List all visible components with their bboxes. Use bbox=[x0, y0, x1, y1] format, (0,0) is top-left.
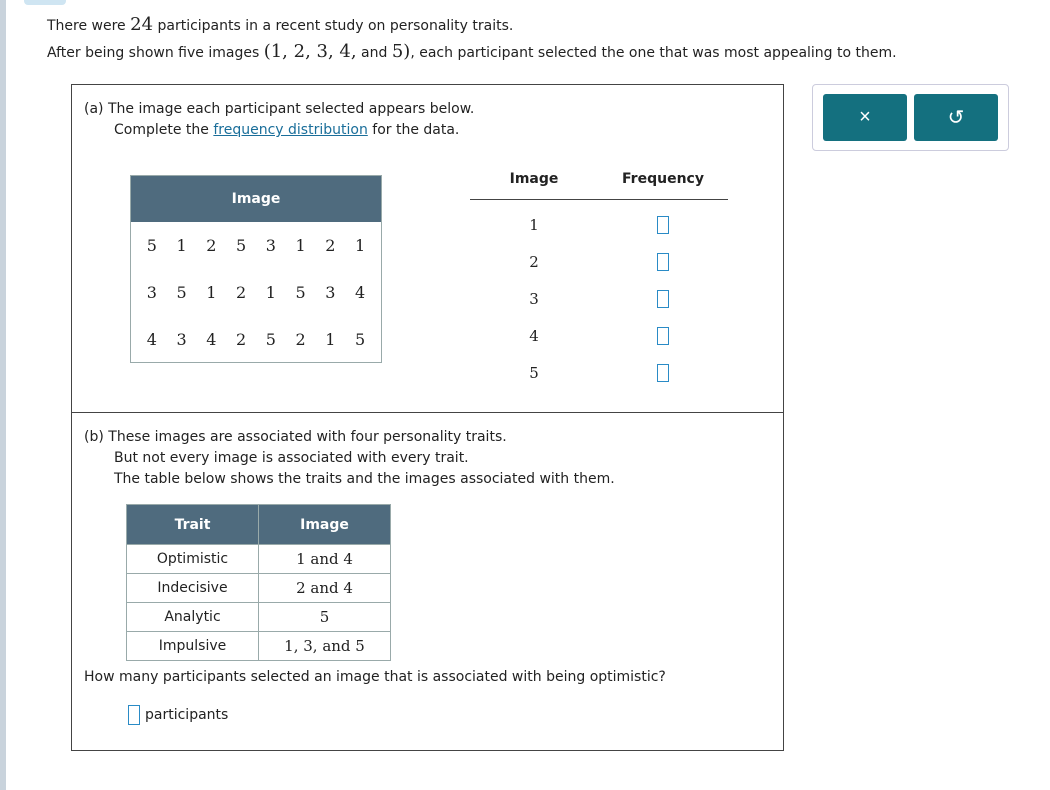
question-text: How many participants selected an image that is associated with being optimistic? bbox=[84, 669, 666, 685]
intro-line-1: There were 24 participants in a recent study on personality traits. bbox=[47, 14, 514, 35]
participants-input[interactable] bbox=[128, 705, 140, 725]
part-a bbox=[72, 85, 783, 413]
col-trait-header: Trait bbox=[127, 505, 259, 545]
col-image-header: Image bbox=[259, 505, 391, 545]
image-data-table bbox=[130, 175, 382, 363]
frequency-distribution-link[interactable]: frequency distribution bbox=[213, 122, 368, 138]
trait-table bbox=[126, 504, 391, 661]
data-row: 4 3 4 2 5 2 1 5 bbox=[146, 330, 366, 349]
frequency-input-5[interactable] bbox=[657, 364, 669, 382]
part-a-instructions: (a) The image each participant selected appears below. Complete the frequency distribution for the data. bbox=[84, 101, 475, 138]
problem-box bbox=[71, 84, 784, 751]
undo-button[interactable]: ↺ bbox=[914, 94, 998, 141]
left-rail bbox=[0, 0, 6, 790]
part-b bbox=[72, 413, 783, 750]
answer-row bbox=[128, 705, 228, 725]
table-row: Impulsive 1, 3, and 5 bbox=[127, 632, 391, 661]
data-table-header: Image bbox=[131, 176, 381, 222]
frequency-input-3[interactable] bbox=[657, 290, 669, 308]
answer-unit: participants bbox=[145, 707, 229, 723]
intro-line-2: After being shown five images (1, 2, 3, 4, and 5), each participant selected the one that was most appealing to them. bbox=[47, 41, 897, 62]
frequency-input-4[interactable] bbox=[657, 327, 669, 345]
table-row: Indecisive 2 and 4 bbox=[127, 574, 391, 603]
col-frequency-header: Frequency bbox=[622, 171, 704, 187]
frequency-row: 1 bbox=[470, 206, 728, 243]
frequency-row: 2 bbox=[470, 243, 728, 280]
frequency-input-1[interactable] bbox=[657, 216, 669, 234]
frequency-input-2[interactable] bbox=[657, 253, 669, 271]
problem-intro bbox=[47, 12, 897, 66]
tool-panel bbox=[812, 84, 1009, 151]
table-row: Analytic 5 bbox=[127, 603, 391, 632]
col-image-header: Image bbox=[509, 171, 559, 187]
frequency-table bbox=[470, 171, 728, 391]
data-row: 3 5 1 2 1 5 3 4 bbox=[146, 283, 366, 302]
data-row: 5 1 2 5 3 1 2 1 bbox=[146, 236, 366, 255]
frequency-row: 3 bbox=[470, 280, 728, 317]
frequency-table-header bbox=[470, 171, 728, 200]
frequency-row: 4 bbox=[470, 317, 728, 354]
part-b-instructions: (b) These images are associated with four personality traits. But not every image is associated with every trait. The table below shows the traits and the images associated with them. bbox=[84, 429, 615, 487]
clear-button[interactable]: × bbox=[823, 94, 907, 141]
table-row: Optimistic 1 and 4 bbox=[127, 545, 391, 574]
frequency-row: 5 bbox=[470, 354, 728, 391]
top-tab[interactable] bbox=[24, 0, 66, 5]
